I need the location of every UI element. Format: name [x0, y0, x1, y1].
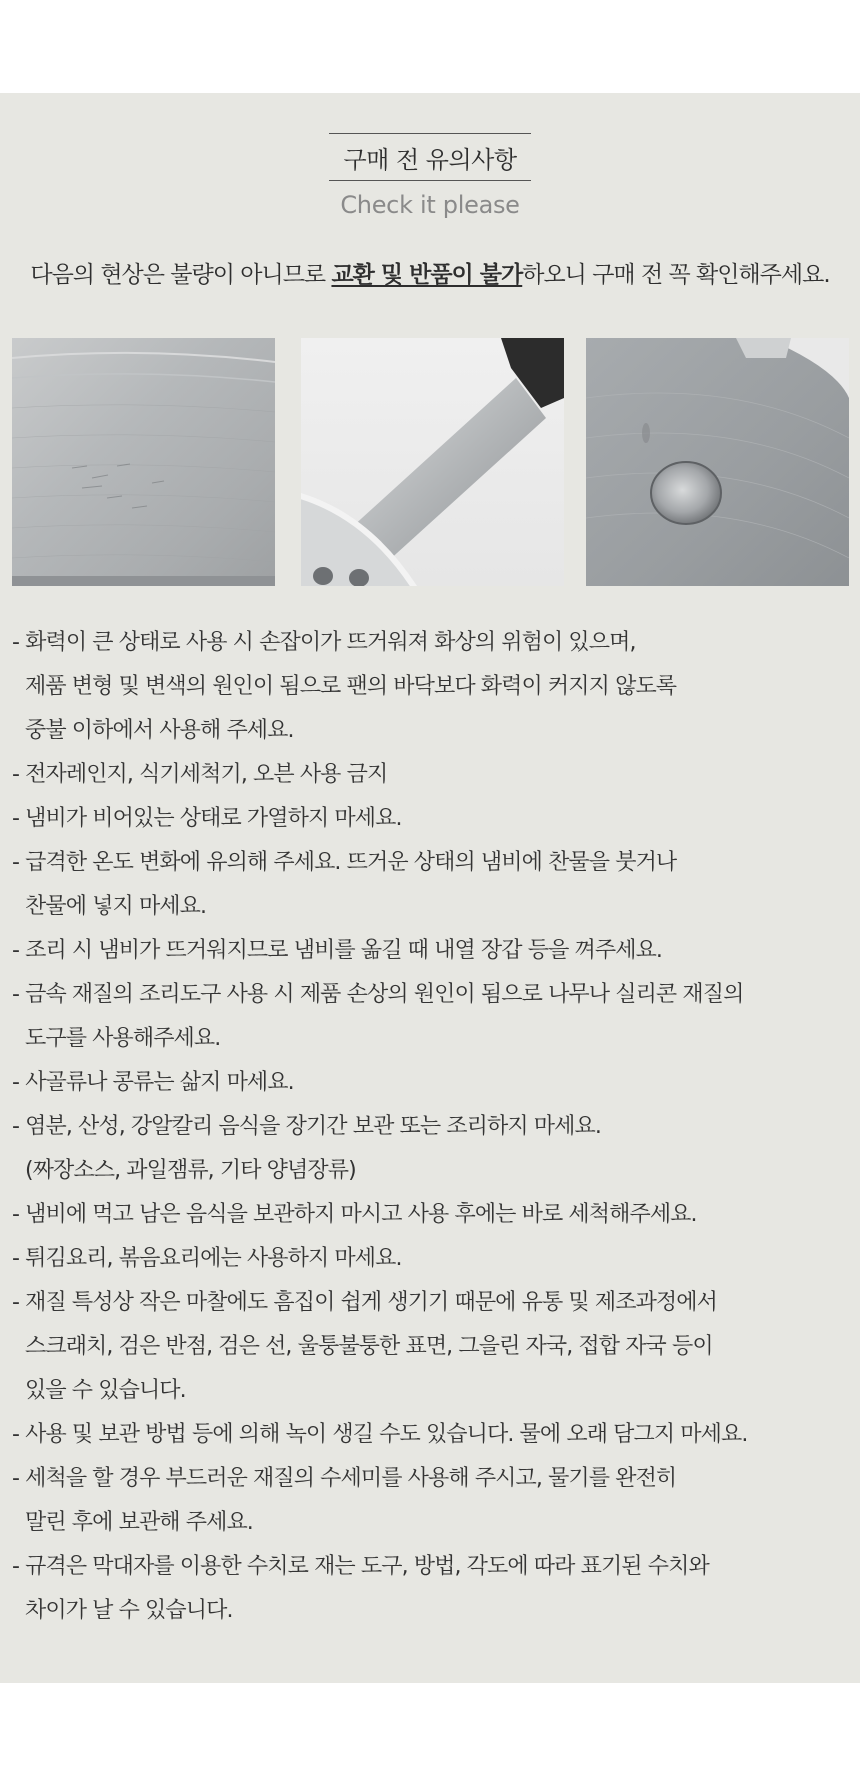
caution-item — [12, 1457, 852, 1545]
caution-item — [12, 1237, 852, 1281]
caution-line: - 염분, 산성, 강알칼리 음식을 장기간 보관 또는 조리하지 마세요. — [12, 1114, 601, 1139]
caution-item — [12, 753, 852, 797]
caution-line: - 냄비가 비어있는 상태로 가열하지 마세요. — [12, 806, 402, 831]
caution-line: 있을 수 있습니다. — [25, 1378, 186, 1403]
caution-item — [12, 1413, 852, 1457]
intro-before: 다음의 현상은 불량이 아니므로 — [30, 262, 332, 288]
section-subtitle: Check it please — [340, 191, 520, 219]
pot-surface-scratches-photo — [12, 338, 275, 586]
caution-line: 차이가 날 수 있습니다. — [25, 1598, 233, 1623]
caution-line: - 사용 및 보관 방법 등에 의해 녹이 생길 수도 있습니다. 물에 오래 담그지 마세요. — [12, 1422, 748, 1447]
caution-item — [12, 1281, 852, 1413]
caution-line: (짜장소스, 과일잼류, 기타 양념장류) — [25, 1158, 356, 1183]
caution-line: - 금속 재질의 조리도구 사용 시 제품 손상의 원인이 됨으로 나무나 실리콘 재질의 — [12, 982, 744, 1007]
caution-line: - 냄비에 먹고 남은 음식을 보관하지 마시고 사용 후에는 바로 세척해주세요. — [12, 1202, 697, 1227]
pot-inner-rivet-photo — [586, 338, 849, 586]
caution-line: - 조리 시 냄비가 뜨거워지므로 냄비를 옮길 때 내열 장갑 등을 껴주세요. — [12, 938, 663, 963]
caution-item — [12, 1545, 852, 1633]
caution-item — [12, 1193, 852, 1237]
caution-line: - 전자레인지, 식기세척기, 오븐 사용 금지 — [12, 762, 388, 787]
caution-panel — [0, 93, 860, 1683]
caution-line: 말린 후에 보관해 주세요. — [25, 1510, 253, 1535]
intro-text — [0, 256, 860, 289]
caution-line: 도구를 사용해주세요. — [25, 1026, 221, 1051]
section-header — [0, 133, 860, 219]
caution-line: 스크래치, 검은 반점, 검은 선, 울퉁불퉁한 표면, 그을린 자국, 접합 자국 등이 — [25, 1334, 713, 1359]
caution-line: - 화력이 큰 상태로 사용 시 손잡이가 뜨거워져 화상의 위험이 있으며, — [12, 630, 636, 655]
intro-emphasis: 교환 및 반품이 불가 — [331, 262, 523, 288]
caution-item — [12, 797, 852, 841]
caution-item — [12, 841, 852, 929]
caution-list — [12, 621, 852, 1633]
caution-item — [12, 1105, 852, 1193]
caution-item — [12, 1061, 852, 1105]
pot-handle-rivets-photo — [301, 338, 564, 586]
caution-line: 중불 이하에서 사용해 주세요. — [25, 718, 294, 743]
caution-line: - 세척을 할 경우 부드러운 재질의 수세미를 사용해 주시고, 물기를 완전히 — [12, 1466, 677, 1491]
intro-after: 하오니 구매 전 꼭 확인해주세요. — [522, 262, 830, 288]
section-title: 구매 전 유의사항 — [329, 133, 530, 181]
caution-line: - 사골류나 콩류는 삶지 마세요. — [12, 1070, 294, 1095]
caution-item — [12, 973, 852, 1061]
caution-line: - 규격은 막대자를 이용한 수치로 재는 도구, 방법, 각도에 따라 표기된 수치와 — [12, 1554, 709, 1579]
caution-line: 제품 변형 및 변색의 원인이 됨으로 팬의 바닥보다 화력이 커지지 않도록 — [25, 674, 677, 699]
caution-item — [12, 929, 852, 973]
caution-item — [12, 621, 852, 753]
caution-line: - 재질 특성상 작은 마찰에도 흠집이 쉽게 생기기 때문에 유통 및 제조과정에서 — [12, 1290, 717, 1315]
caution-line: 찬물에 넣지 마세요. — [25, 894, 207, 919]
caution-line: - 튀김요리, 볶음요리에는 사용하지 마세요. — [12, 1246, 402, 1271]
caution-line: - 급격한 온도 변화에 유의해 주세요. 뜨거운 상태의 냄비에 찬물을 붓거나 — [12, 850, 677, 875]
